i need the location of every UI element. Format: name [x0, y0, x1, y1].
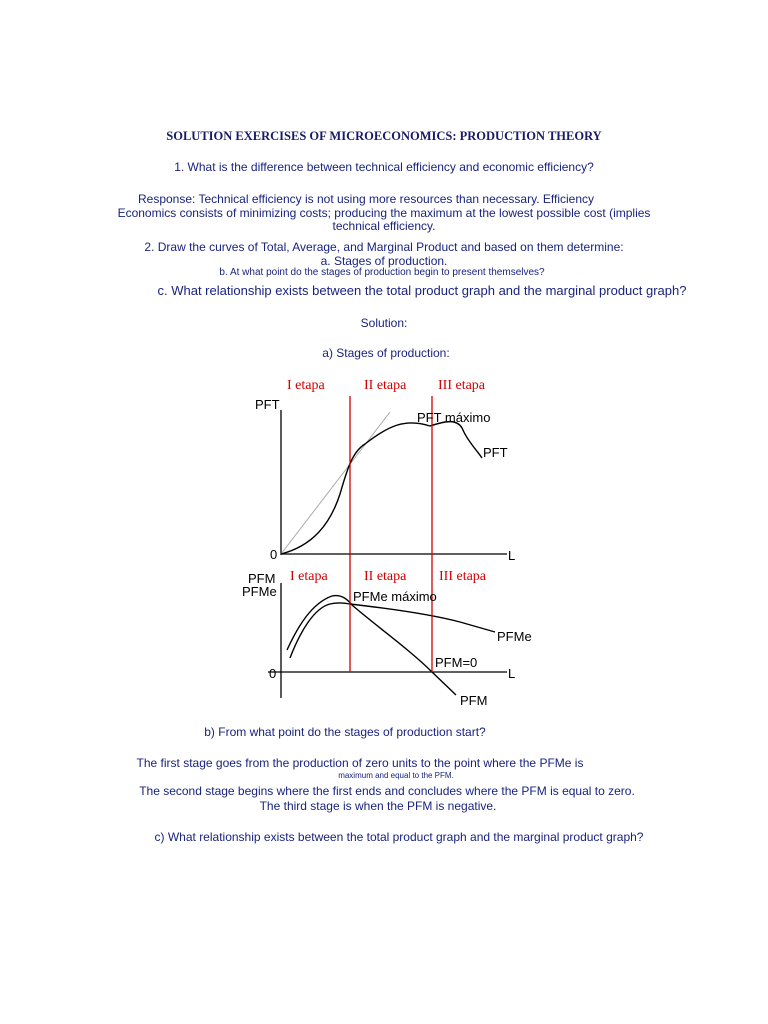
stages-start-line-1: The first stage goes from the production of zero units to the point where the PFMe is: [136, 756, 584, 770]
question-2b: b. At what point do the stages of production begin to present themselves?: [219, 267, 545, 278]
solution-heading: Solution:: [360, 316, 408, 330]
stage-1-label-top: I etapa: [287, 378, 325, 393]
question-1: 1. What is the difference between technical efficiency and economic efficiency?: [174, 160, 594, 174]
stage-3-label-top: III etapa: [438, 378, 486, 393]
stages-start-heading: b) From what point do the stages of production start?: [204, 725, 486, 739]
pft-curve-label: PFT: [483, 445, 508, 460]
question-2a: a. Stages of production.: [320, 254, 448, 268]
stages-start-line-4: The third stage is when the PFM is negative.: [259, 799, 497, 813]
top-x-axis-label: L: [508, 548, 516, 563]
page-title: SOLUTION EXERCISES OF MICROECONOMICS: PRODUCTION THEORY: [166, 129, 602, 143]
question-2c: c. What relationship exists between the total product graph and the marginal product graph?: [157, 283, 687, 298]
stage-1-label-bottom: I etapa: [290, 569, 328, 584]
top-y-axis-label: PFT: [255, 397, 280, 412]
pfm-curve: [287, 596, 456, 695]
relationship-heading: c) What relationship exists between the total product graph and the marginal product graph?: [154, 830, 644, 844]
pfm-zero-label: PFM=0: [435, 655, 478, 670]
question-2: 2. Draw the curves of Total, Average, and Marginal Product and based on them determine:: [144, 240, 624, 254]
pft-curve: [281, 422, 482, 554]
stages-heading: a) Stages of production:: [322, 346, 450, 360]
pfm-curve-label: PFM: [460, 693, 488, 708]
response-line-1: Response: Technical efficiency is not using more resources than necessary. Efficiency: [137, 192, 594, 206]
stages-start-line-2: maximum and equal to the PFM.: [338, 771, 454, 780]
top-origin-label: 0: [270, 547, 278, 562]
stages-start-line-3: The second stage begins where the first ends and concludes where the PFM is equal to zero.: [139, 784, 635, 798]
pfme-max-label: PFMe máximo: [353, 589, 437, 604]
bottom-x-axis-label: L: [508, 666, 516, 681]
pfme-curve-label: PFMe: [497, 629, 532, 644]
stage-2-label-top: II etapa: [364, 378, 407, 393]
bottom-y-axis-label-2: PFMe: [242, 584, 277, 599]
pft-max-label: PFT máximo: [417, 410, 491, 425]
response-line-2: Economics consists of minimizing costs; producing the maximum at the lowest possible cost (implies: [117, 206, 651, 220]
tangent-ray: [281, 412, 390, 554]
stage-3-label-bottom: III etapa: [439, 569, 487, 584]
response-line-3: technical efficiency.: [332, 219, 436, 233]
bottom-origin-label: 0: [269, 666, 277, 681]
pfme-curve: [290, 603, 495, 658]
stage-2-label-bottom: II etapa: [364, 569, 407, 584]
bottom-y-axis-label-1: PFM: [248, 571, 276, 586]
